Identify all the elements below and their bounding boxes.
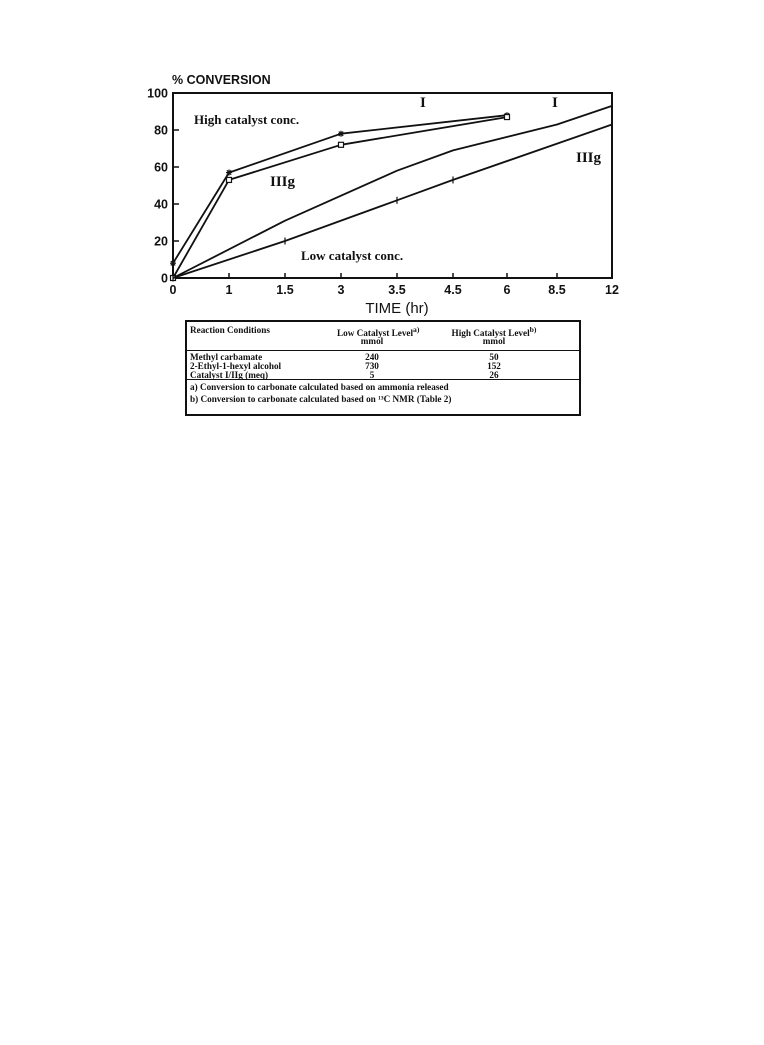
x-tick-label: 3.5 [388,283,406,297]
table-cell: 26 [489,370,499,380]
table-row-label: Catalyst I/IIg (meq) [190,370,269,380]
header-high-catalyst: High Catalyst Level$^{b)}$ [451,325,537,339]
x-tick-label: 1 [225,283,233,297]
table-cell: 152 [487,361,501,371]
header-reaction-conditions: Reaction Conditions [190,325,270,335]
table-header [187,322,579,351]
x-tick-label: 3 [337,283,345,297]
x-tick-label: 4.5 [444,283,462,297]
y-tick-label: 100 [147,86,168,101]
table-cell: 5 [369,370,375,380]
data-point-0 [338,131,344,137]
table-cell: 50 [489,352,499,362]
series-label-low-I: I [552,95,558,111]
data-point-0 [226,170,232,176]
y-axis-label: % CONVERSION [172,73,271,87]
data-point-1 [339,142,344,147]
x-tick-label: 1.5 [276,283,294,297]
table-row-label: Methyl carbamate [190,352,263,362]
y-tick-label: 80 [154,123,168,138]
unit-high-catalyst: mmol [482,336,506,346]
table-cell: 240 [365,352,379,362]
y-tick-label: 60 [154,160,168,175]
x-tick-label: 8.5 [548,283,566,297]
data-point-0 [170,260,176,266]
series-label-high-I: I [420,95,426,111]
table-cell: 730 [365,361,379,371]
series-label-low-IIIg: IIIg [576,150,602,166]
y-tick-label: 40 [154,197,168,212]
footnote-b: b) Conversion to carbonate calculated based on ¹³C NMR (Table 2) [190,394,452,404]
data-point-1 [227,177,232,182]
x-tick-label: 0 [169,283,177,297]
x-tick-label: 6 [503,283,511,297]
y-tick-label: 20 [154,234,168,249]
annotation-high-catalyst: High catalyst conc. [194,112,300,127]
x-axis-label: TIME (hr) [365,300,429,317]
y-tick-label: 0 [161,271,168,286]
x-tick-label: 12 [605,283,619,297]
unit-low-catalyst: mmol [360,336,384,346]
footnote-a: a) Conversion to carbonate calculated based on ammonia released [190,382,449,392]
table-row-label: 2-Ethyl-1-hexyl alcohol [190,361,282,371]
reaction-conditions-table [185,320,581,416]
series-label-high-IIIg: IIIg [270,174,296,190]
annotation-low-catalyst: Low catalyst conc. [301,248,404,263]
header-low-catalyst: Low Catalyst Level$^{a)}$ [337,325,420,339]
table-footnotes [187,379,579,404]
data-point-1 [505,115,510,120]
